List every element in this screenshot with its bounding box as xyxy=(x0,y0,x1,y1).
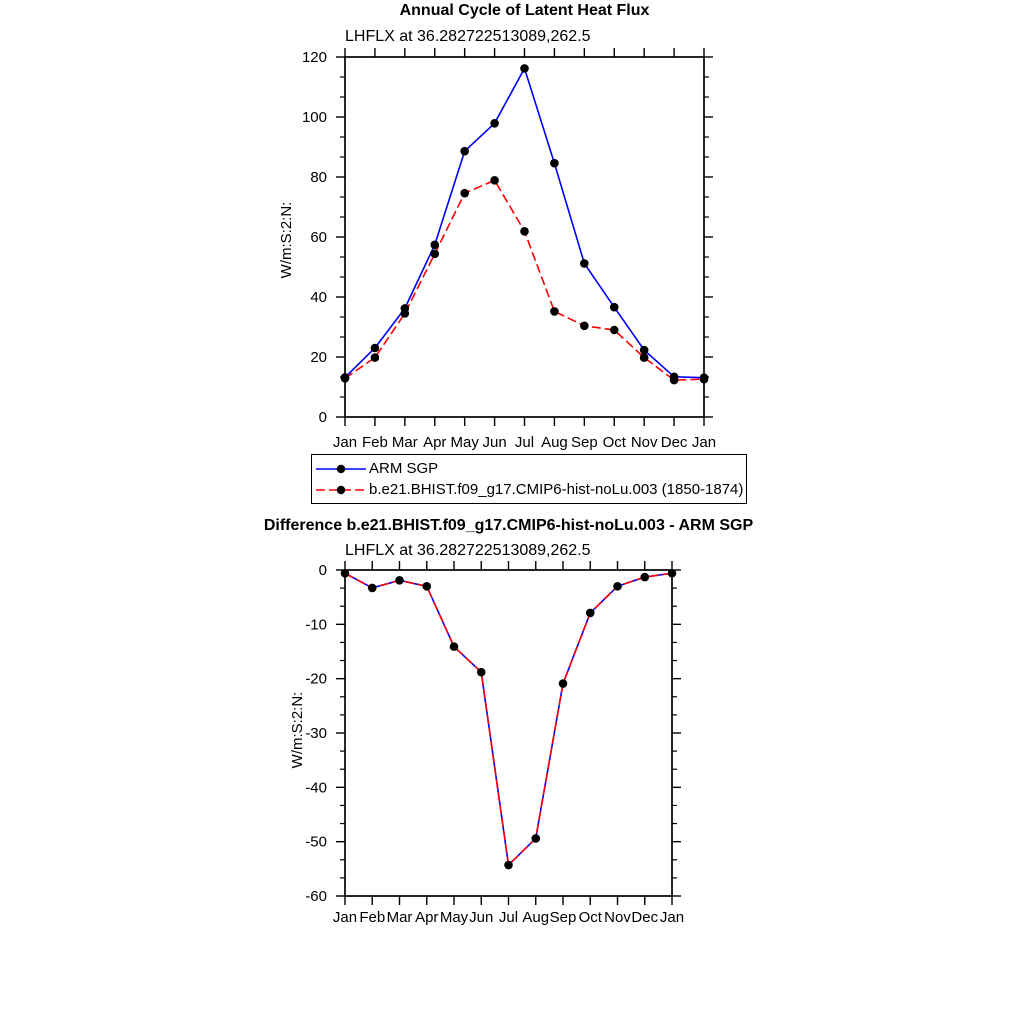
legend-label: ARM SGP xyxy=(369,460,439,477)
data-point-marker xyxy=(550,159,559,168)
chart1-y-axis-label: W/m:S:2:N: xyxy=(278,201,295,279)
legend-line-sample xyxy=(315,484,367,496)
data-point-marker xyxy=(531,834,540,843)
x-tick-label: Sep xyxy=(570,434,598,451)
data-point-marker xyxy=(490,119,499,128)
data-point-marker xyxy=(395,576,404,585)
x-tick-label: Dec xyxy=(660,434,688,451)
series-line xyxy=(345,180,704,380)
data-point-marker xyxy=(700,375,709,384)
x-tick-label: Nov xyxy=(604,909,631,926)
data-point-marker xyxy=(640,353,649,362)
chart2-plot-area xyxy=(305,561,684,926)
data-point-marker xyxy=(670,376,679,385)
data-point-marker xyxy=(520,227,529,236)
x-tick-label: Jan xyxy=(332,909,358,926)
y-tick-label: -60 xyxy=(305,888,327,905)
chart2-subtitle: LHFLX at 36.282722513089,262.5 xyxy=(345,542,591,559)
x-tick-label: Oct xyxy=(578,909,602,926)
y-tick-label: 20 xyxy=(310,349,327,366)
x-tick-label: Nov xyxy=(630,434,658,451)
x-tick-label: May xyxy=(439,909,469,926)
data-point-marker xyxy=(580,259,589,268)
data-point-marker xyxy=(640,573,649,582)
data-point-marker xyxy=(371,353,380,362)
legend-entry xyxy=(312,458,746,479)
data-point-marker xyxy=(341,374,350,383)
y-tick-label: 120 xyxy=(301,49,327,66)
x-tick-label: Jul xyxy=(514,434,535,451)
x-tick-label: Feb xyxy=(359,909,386,926)
x-tick-label: Jan xyxy=(659,909,685,926)
data-point-marker xyxy=(450,642,459,651)
series-line-overlay xyxy=(345,573,672,865)
legend-marker-dot xyxy=(337,485,345,493)
y-tick-label: 80 xyxy=(310,169,327,186)
chart1-plot-area xyxy=(302,48,716,451)
plot-frame xyxy=(345,570,672,896)
data-point-marker xyxy=(401,309,410,318)
x-tick-label: Dec xyxy=(631,909,659,926)
data-point-marker xyxy=(520,64,529,73)
x-tick-label: Jul xyxy=(498,909,519,926)
chart1-title: Annual Cycle of Latent Heat Flux xyxy=(399,2,650,19)
y-tick-label: 0 xyxy=(318,562,327,579)
y-tick-label: 40 xyxy=(310,289,327,306)
x-tick-label: Jan xyxy=(332,434,358,451)
data-point-marker xyxy=(613,582,622,591)
legend-marker-dot xyxy=(337,464,345,472)
data-point-marker xyxy=(580,322,589,331)
data-point-marker xyxy=(640,346,649,355)
chart2-y-axis-label: W/m:S:2:N: xyxy=(289,691,306,769)
data-point-marker xyxy=(550,307,559,316)
x-tick-label: Mar xyxy=(391,434,418,451)
x-tick-label: Apr xyxy=(423,434,447,451)
y-tick-label: -10 xyxy=(305,616,327,634)
x-tick-label: Jun xyxy=(469,909,494,926)
data-point-marker xyxy=(430,250,439,259)
y-tick-label: 100 xyxy=(301,109,327,126)
x-tick-label: Aug xyxy=(541,434,568,451)
x-tick-label: Oct xyxy=(602,434,626,451)
x-tick-label: Jun xyxy=(482,434,507,451)
x-tick-label: May xyxy=(450,434,479,451)
y-tick-label: 0 xyxy=(318,409,327,426)
series-line xyxy=(345,68,704,377)
data-point-marker xyxy=(477,668,486,677)
chart1-subtitle: LHFLX at 36.282722513089,262.5 xyxy=(345,28,591,45)
x-tick-label: Feb xyxy=(361,434,388,451)
data-point-marker xyxy=(490,176,499,185)
data-point-marker xyxy=(368,584,377,593)
y-tick-label: 60 xyxy=(310,229,327,246)
data-point-marker xyxy=(430,241,439,250)
series-line xyxy=(345,573,672,865)
data-point-marker xyxy=(610,326,619,335)
data-point-marker xyxy=(504,861,513,870)
data-point-marker xyxy=(422,582,431,591)
y-tick-label: -30 xyxy=(305,725,327,742)
data-point-marker xyxy=(610,303,619,312)
data-point-marker xyxy=(668,569,677,578)
x-tick-label: Aug xyxy=(522,909,550,926)
data-point-marker xyxy=(341,569,350,578)
y-tick-label: -40 xyxy=(305,779,327,797)
data-point-marker xyxy=(371,344,380,353)
y-tick-label: -50 xyxy=(305,833,327,851)
data-point-marker xyxy=(586,609,595,618)
x-tick-label: Jan xyxy=(691,434,717,451)
legend-box xyxy=(311,454,747,504)
data-point-marker xyxy=(460,147,469,156)
y-tick-label: -20 xyxy=(305,670,327,688)
x-tick-label: Sep xyxy=(549,909,577,926)
data-point-marker xyxy=(559,679,568,688)
x-tick-label: Mar xyxy=(386,909,413,926)
chart2-title: Difference b.e21.BHIST.f09_g17.CMIP6-hist-noLu.003 - ARM SGP xyxy=(263,517,754,534)
data-point-marker xyxy=(460,189,469,198)
legend-entry xyxy=(312,479,746,500)
legend-label: b.e21.BHIST.f09_g17.CMIP6-hist-noLu.003 (1850-1874) xyxy=(369,481,744,498)
x-tick-label: Apr xyxy=(415,909,439,926)
legend-line-sample xyxy=(315,463,367,475)
